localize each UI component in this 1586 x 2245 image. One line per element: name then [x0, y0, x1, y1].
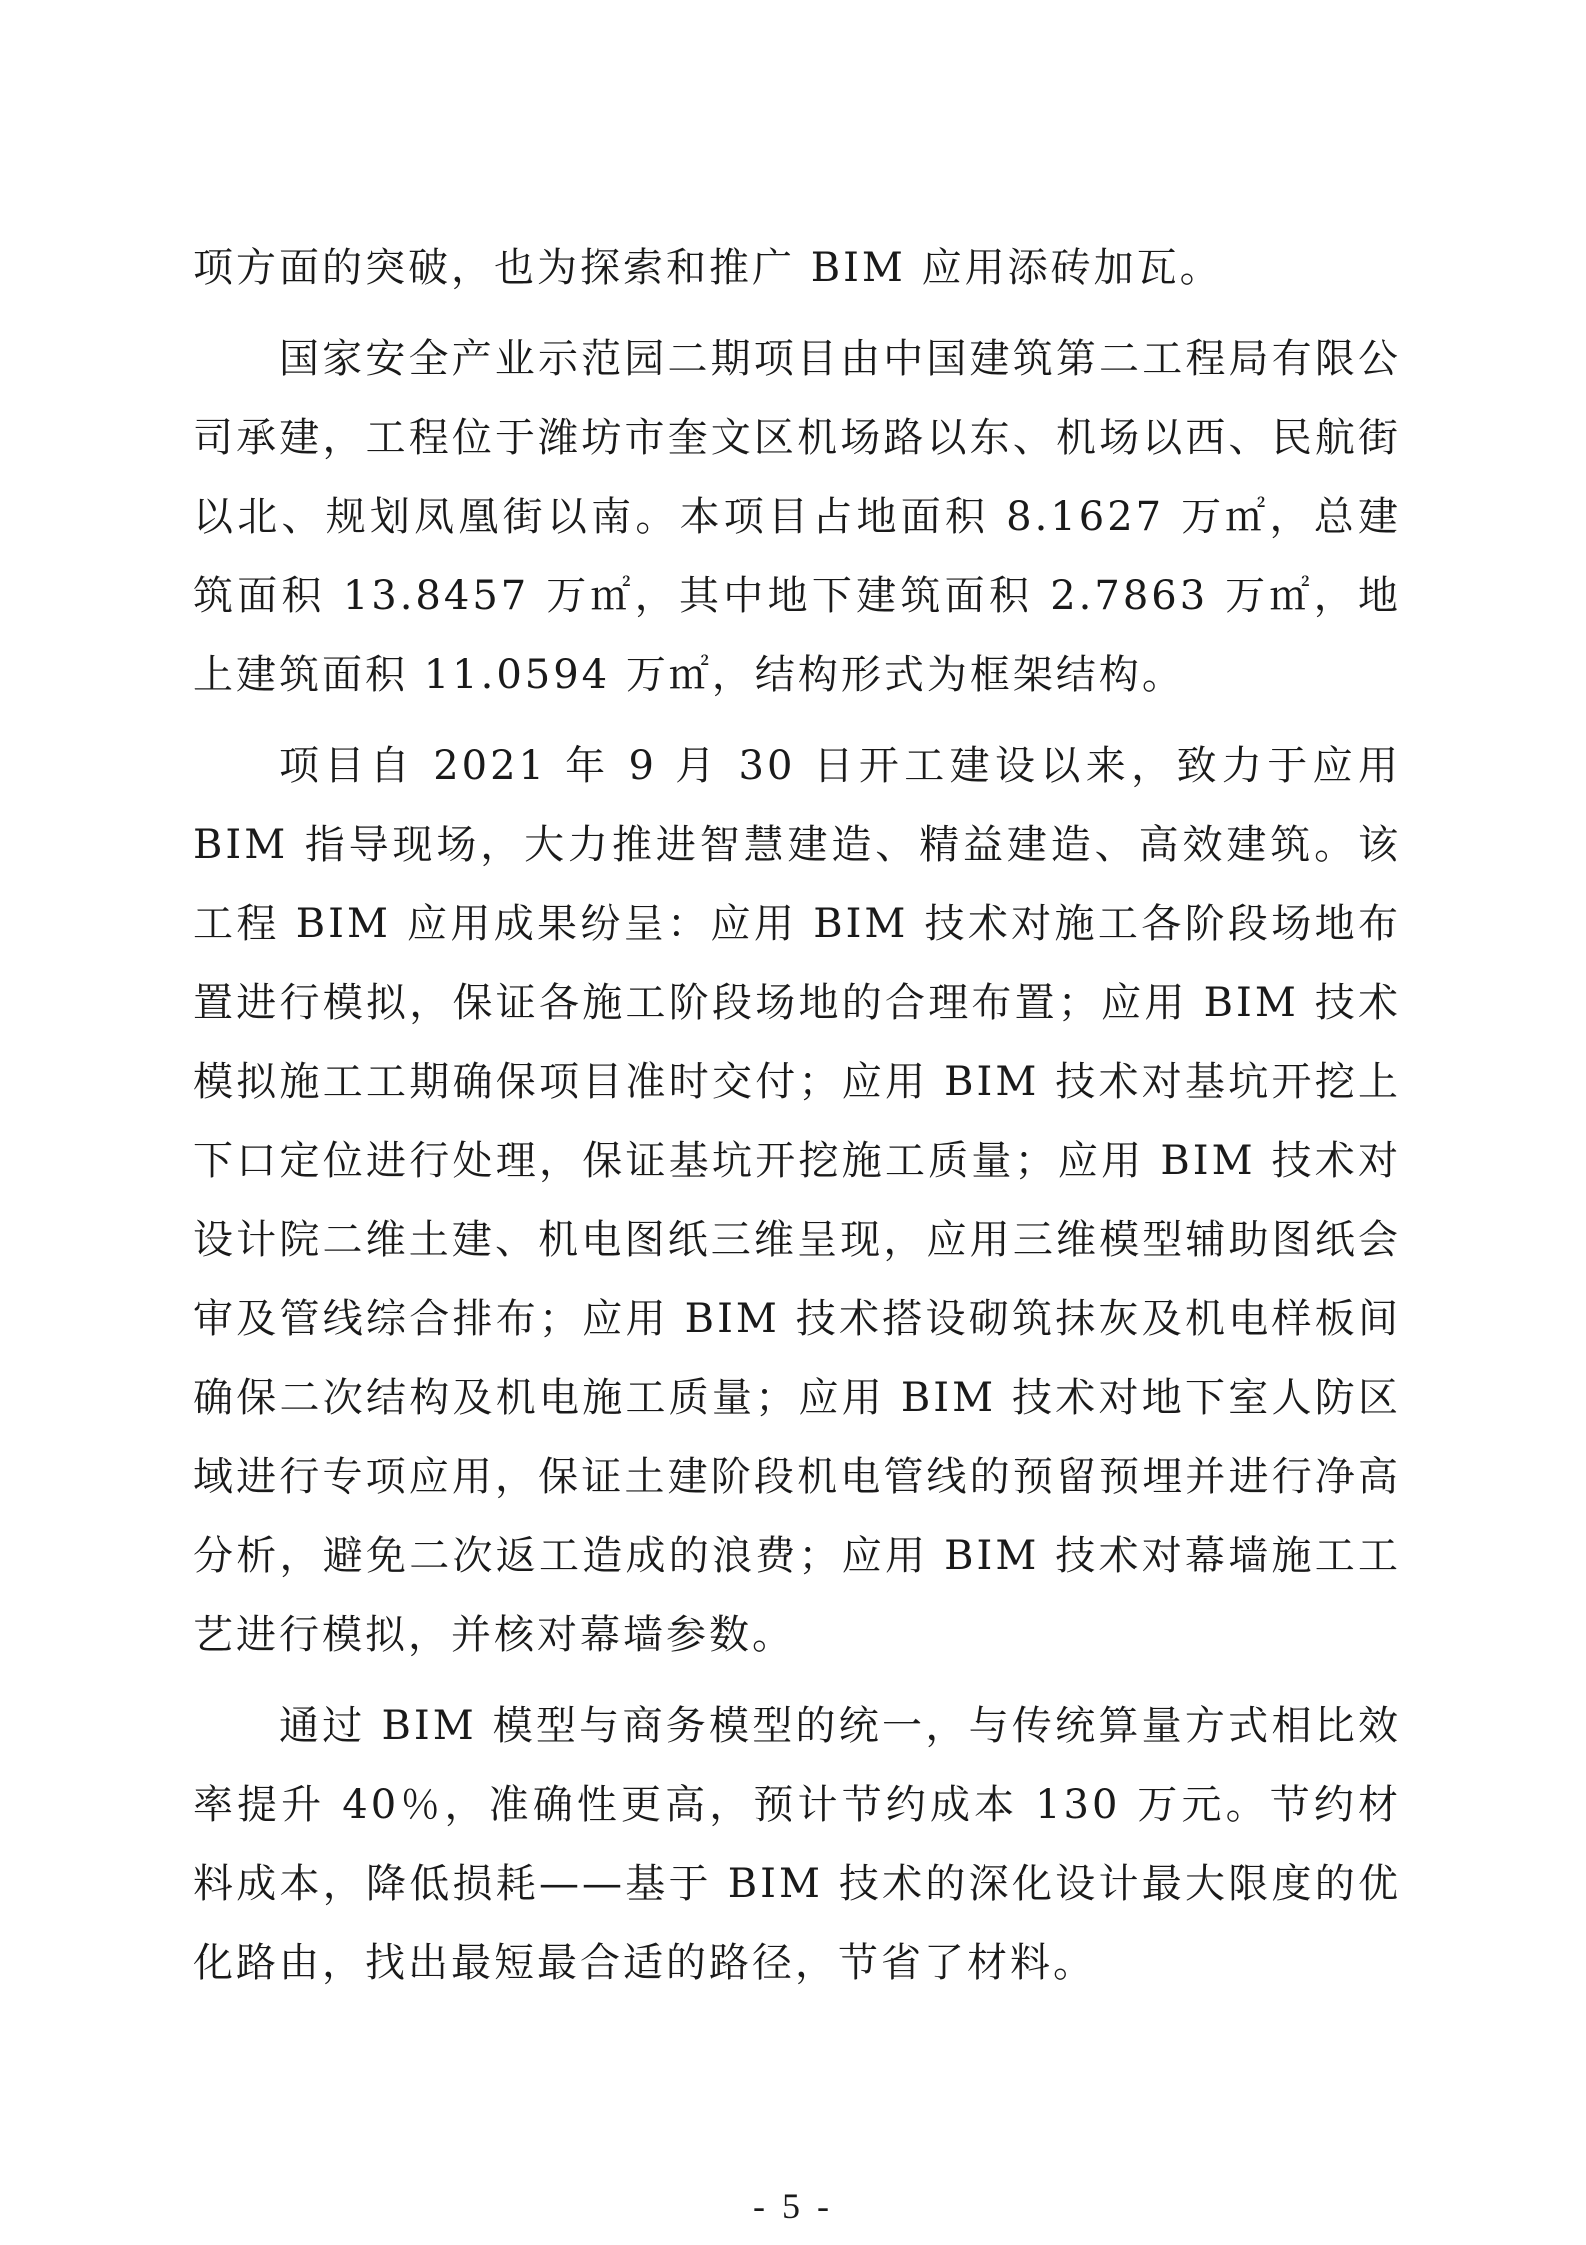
paragraph-bim-applications: 项目自 2021 年 9 月 30 日开工建设以来，致力于应用 BIM 指导现场，大力推进智慧建造、精益建造、高效建筑。该工程 BIM 应用成果纷呈：应用 BIM 技术对施工各阶段场地布置进行模拟，保证各施工阶段场地的合理布置；应用 BIM 技术模拟施工工期确保项目准时交付；应用 BIM 技术对基坑开挖上下口定位进行处理，保证基坑开挖施工质量；应用 BIM 技术对设计院二维土建、机电图纸三维呈现，应用三维模型辅助图纸会审及管线综合排布；应用 BIM 技术搭设砌筑抹灰及机电样板间确保二次结构及机电施工质量；应用 BIM 技术对地下室人防区域进行专项应用，保证土建阶段机电管线的预留预埋并进行净高分析，避免二次返工造成的浪费；应用 BIM 技术对幕墙施工工艺进行模拟，并核对幕墙参数。: [193, 743, 1401, 1658]
page-number: - 5 -: [753, 2186, 833, 2226]
paragraph-project-overview: 国家安全产业示范园二期项目由中国建筑第二工程局有限公司承建，工程位于潍坊市奎文区机场路以东、机场以西、民航街以北、规划凤凰街以南。本项目占地面积 8.1627 万㎡，总建筑面积 13.8457 万㎡，其中地下建筑面积 2.7863 万㎡，地上建筑面积 11.0594 万㎡，结构形式为框架结构。: [193, 336, 1401, 698]
paragraph-continuation: 项方面的突破，也为探索和推广 BIM 应用添砖加瓦。: [193, 245, 1223, 291]
paragraph-cost-savings: 通过 BIM 模型与商务模型的统一，与传统算量方式相比效率提升 40％，准确性更高，预计节约成本 130 万元。节约材料成本，降低损耗——基于 BIM 技术的深化设计最大限度的优化路由，找出最短最合适的路径，节省了材料。: [193, 1703, 1401, 1986]
body-text: [193, 229, 1401, 2003]
